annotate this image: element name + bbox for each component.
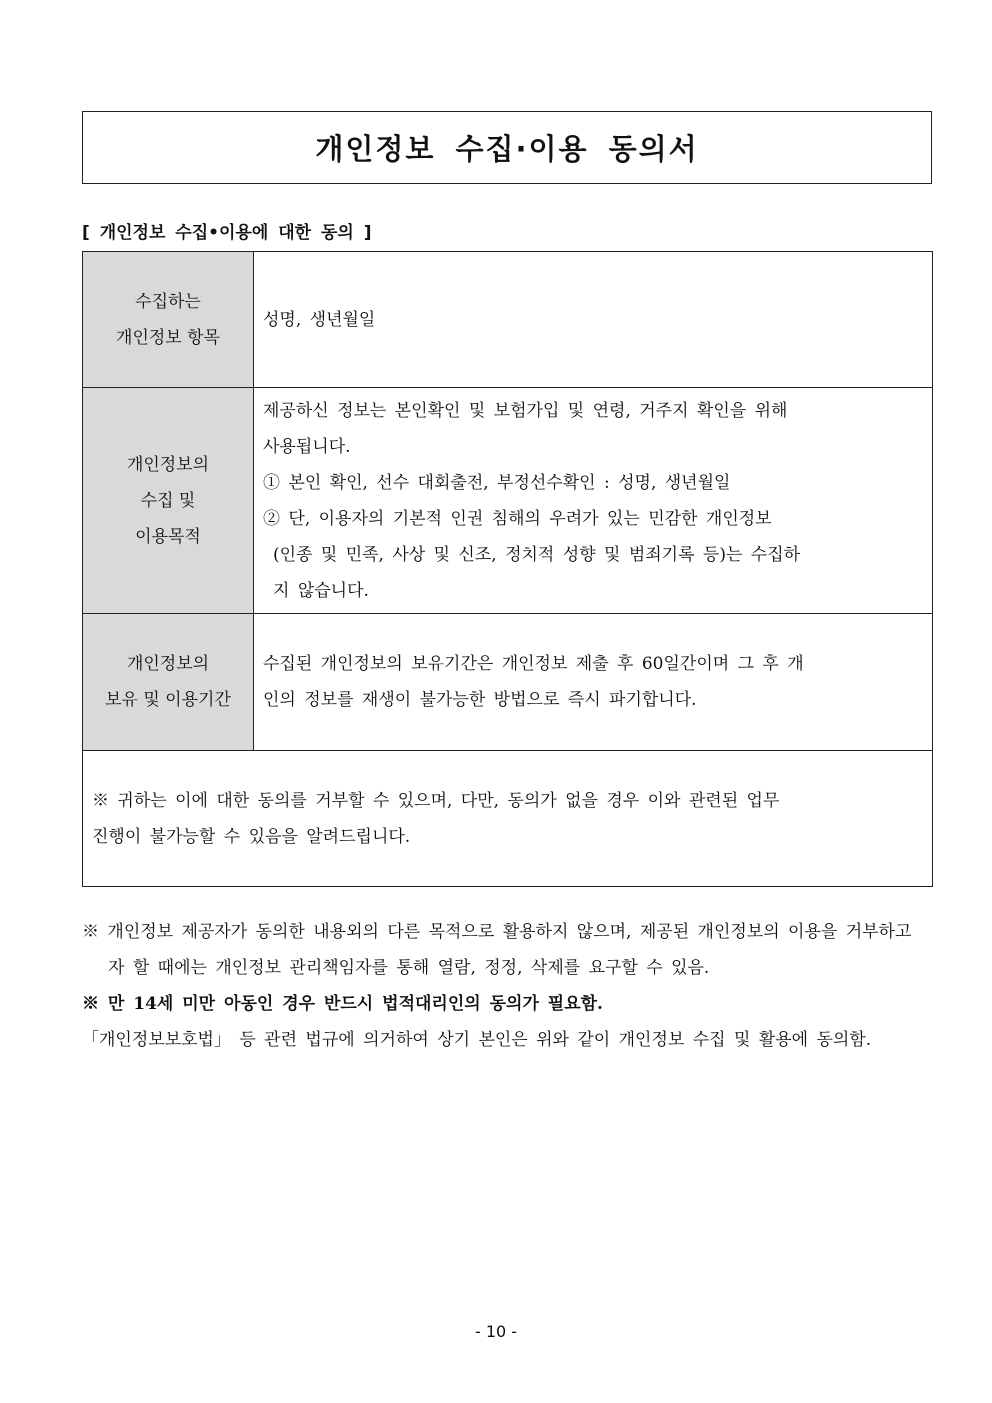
footnotes (82, 914, 912, 1058)
footnote-data-usage: ※ 개인정보 제공자가 동의한 내용외의 다른 목적으로 활용하지 않으며, 제공된 개인정보의 이용을 거부하고자 할 때에는 개인정보 관리책임자를 통해 열람, 정정, 삭제를 요구할 수 있음. (82, 922, 912, 978)
content-line: 인의 정보를 재생이 불가능한 방법으로 즉시 파기합니다. (263, 690, 697, 710)
document-title: 개인정보 수집·이용 동의서 (315, 132, 699, 166)
content-cell-retention (254, 614, 933, 751)
label-line: 수집하는 (135, 291, 201, 312)
content-line: (인종 및 민족, 사상 및 신조, 정치적 성향 및 범죄기록 등)는 수집하 (273, 544, 801, 565)
content-line: ① 본인 확인, 선수 대회출전, 부정선수확인 : 성명, 생년월일 (263, 472, 731, 493)
footnote-minor-consent: ※ 만 14세 미만 아동인 경우 반드시 법적대리인의 동의가 필요함. (82, 994, 603, 1014)
notice-line: 진행이 불가능할 수 있음을 알려드립니다. (92, 826, 411, 847)
section-label: [ 개인정보 수집•이용에 대한 동의 ] (82, 223, 372, 243)
consent-table (82, 251, 933, 887)
content-line: 성명, 생년월일 (263, 309, 376, 330)
content-cell-items (254, 252, 933, 388)
label-line: 개인정보의 (126, 654, 210, 674)
notice-line: ※ 귀하는 이에 대한 동의를 거부할 수 있으며, 다만, 동의가 없을 경우 이와 관련된 업무 (92, 790, 780, 811)
content-cell-purpose (254, 388, 933, 614)
content-line: ② 단, 이용자의 기본적 인권 침해의 우려가 있는 민감한 개인정보 (263, 508, 772, 529)
label-cell-purpose (83, 388, 254, 614)
content-line: 제공하신 정보는 본인확인 및 보험가입 및 연령, 거주지 확인을 위해 (263, 400, 788, 421)
label-line: 이용목적 (135, 526, 201, 547)
notice-cell (83, 751, 933, 887)
table-row-items (83, 252, 933, 388)
document-title-box (82, 111, 932, 184)
page-number: - 10 - (474, 1322, 518, 1341)
table-row-retention (83, 614, 933, 751)
footnote-legal-consent: 「개인정보보호법」 등 관련 법규에 의거하여 상기 본인은 위와 같이 개인정보 수집 및 활용에 동의함. (82, 1030, 872, 1050)
content-line: 사용됩니다. (263, 436, 351, 457)
label-line: 개인정보 항목 (116, 327, 220, 348)
label-line: 수집 및 (140, 490, 196, 511)
label-cell-items (83, 252, 254, 388)
content-line: 수집된 개인정보의 보유기간은 개인정보 제출 후 60일간이며 그 후 개 (263, 654, 804, 674)
table-row-notice (83, 751, 933, 887)
label-line: 보유 및 이용기간 (105, 690, 231, 710)
content-line: 지 않습니다. (273, 580, 369, 601)
label-line: 개인정보의 (126, 454, 210, 475)
label-cell-retention (83, 614, 254, 751)
table-row-purpose (83, 388, 933, 614)
